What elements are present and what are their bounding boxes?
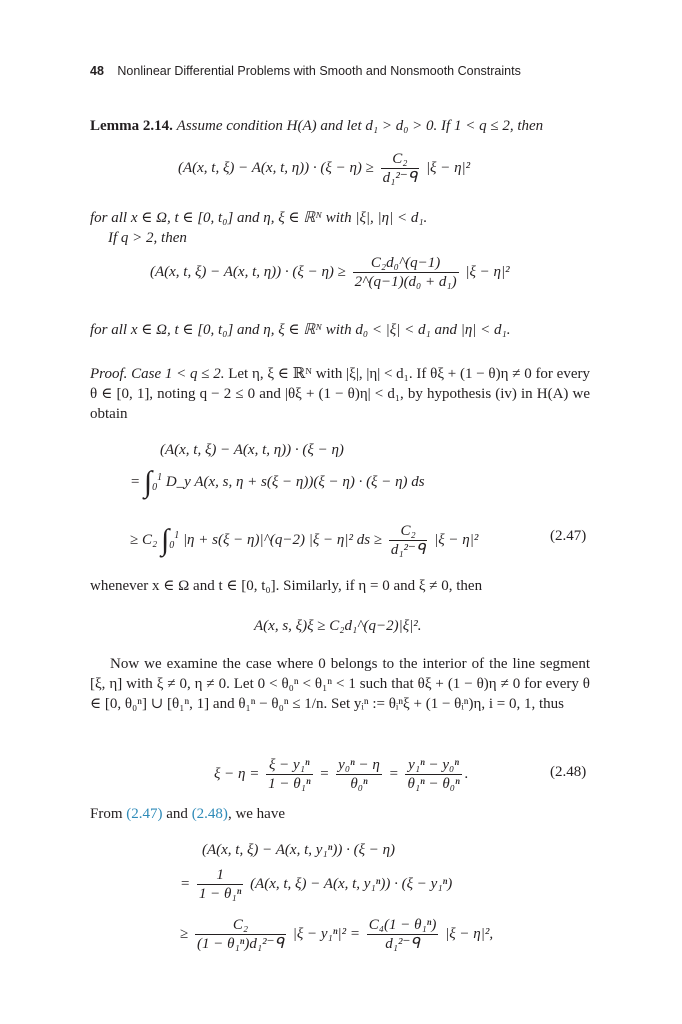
equation-3-line-2: = $\int_0^1$ D_y A(x, s, η + s(ξ − η))(ξ − η) · (ξ − η) ds [130, 465, 425, 499]
cond1-text: for all x ∈ Ω, t ∈ [0, t₀] and η, ξ ∈ ℝᴺ with |ξ|, |η| < d₁. [90, 210, 428, 226]
equation-6-line-3: ≥ $\frac{\text{C₂}}{\text{(1 − θ₁ⁿ)d₁²⁻ᑫ}}$ |ξ − y₁ⁿ|² = $\frac{\text{C₄(1 − θ₁ⁿ)}}{\text{d₁²⁻ᑫ}}$ |ξ − η|², [180, 917, 494, 952]
equation-2 [150, 254, 510, 291]
eq3-line2: D_y A(x, s, η + s(ξ − η))(ξ − η) · (ξ − η) ds [165, 474, 425, 490]
running-header [90, 64, 521, 78]
case2-text: If q > 2, then [108, 230, 187, 246]
eq3-rhs: |ξ − η|² [434, 531, 479, 548]
eq6-f1-num: 1 [197, 866, 243, 885]
eq6-rhs: |ξ − η|², [445, 925, 494, 942]
eq3-denominator: d₁²⁻ᑫ [390, 542, 426, 558]
proof-paragraph-4 [90, 804, 590, 824]
eq6-f1-den: 1 − θ₁ⁿ [198, 886, 242, 902]
proof-paragraph-3 [90, 654, 590, 714]
eq6-f2-num: C₂ [195, 916, 286, 935]
eq6-mid: |ξ − y₁ⁿ|² = [292, 925, 360, 942]
lemma-statement [90, 116, 590, 136]
proof-label: Proof. [90, 366, 128, 382]
eq5-f2-den: θ₀ⁿ [350, 776, 368, 792]
eq6-fraction-2 [195, 916, 286, 953]
eq2-lhs: (A(x, t, ξ) − A(x, t, η)) · (ξ − η) ≥ [150, 263, 346, 280]
eq6-fraction-1 [197, 866, 243, 903]
eq1-fraction [381, 150, 420, 187]
eq6-fraction-3 [367, 916, 439, 953]
eq6-line2: (A(x, t, ξ) − A(x, t, y₁ⁿ)) · (ξ − y₁ⁿ) [250, 875, 453, 892]
eq3-fraction [389, 522, 428, 559]
para4-post: , we have [227, 806, 285, 822]
eq6-f2-den: (1 − θ₁ⁿ)d₁²⁻ᑫ [196, 936, 284, 952]
eq5-fraction-1 [266, 756, 312, 793]
eq2-fraction [353, 254, 459, 291]
proof-para1: Let η, ξ ∈ ℝᴺ with |ξ|, |η| < d₁. If θξ + (1 − θ)η ≠ 0 for every θ ∈ [0, 1], noting q − 2 ≤ 0 and |θξ + (1 − θ)η| < d₁, by hypothesis (iv) in H(A) we obtain [90, 366, 590, 422]
eq3-line3: |η + s(ξ − η)|^(q−2) |ξ − η|² ds ≥ [182, 531, 383, 548]
ref-2-48-link[interactable]: (2.48) [191, 806, 228, 822]
equation-4 [254, 616, 422, 636]
eq1-numerator: C₂ [381, 150, 420, 169]
eq1-rhs: |ξ − η|² [425, 159, 471, 176]
lemma-text: Assume condition H(A) and let d₁ > d₀ > 0. If 1 < q ≤ 2, then [176, 118, 544, 134]
lemma-condition-2 [90, 320, 590, 340]
equation-3-line-1 [160, 440, 344, 460]
proof-paragraph-1 [90, 364, 590, 424]
eq5-f1-num: ξ − y₁ⁿ [266, 756, 312, 775]
eq6-f3-num: C₄(1 − θ₁ⁿ) [368, 917, 437, 933]
equation-6-line-1 [202, 840, 395, 860]
eq2-denominator: 2^(q−1)(d₀ + d₁) [354, 274, 457, 290]
equation-3-line-3: ≥ C₂ $\int_0^1$ |η + s(ξ − η)|^(q−2) |ξ − η|² ds ≥ $\frac{\text{C₂}}{\text{d₁²⁻ᑫ}}$ |ξ − η|² [130, 523, 479, 558]
eq5-f3-num: y₁ⁿ − y₀ⁿ [405, 756, 461, 775]
proof-case-label: Case 1 < q ≤ 2. [131, 366, 225, 382]
equation-number-2-47: (2.47) [550, 528, 587, 544]
eq3-c2: C₂ [141, 531, 158, 548]
para4-and: and [166, 806, 188, 822]
equation-5: ξ − η = $\frac{\text{ξ − y₁ⁿ}}{\text{1 − θ₁ⁿ}}$ = $\frac{\text{y₀ⁿ − η}}{\text{θ₀ⁿ}}$ = $\frac{\text{y₁ⁿ − y₀ⁿ}}{\text{θ₁ⁿ − θ₀ⁿ}}$ . [214, 757, 469, 792]
eq2-numerator: C₂d₀^(q−1) [353, 254, 459, 273]
para4-pre: From [90, 806, 123, 822]
eq5-fraction-2 [336, 756, 382, 793]
proof-para2: whenever x ∈ Ω and t ∈ [0, t₀]. Similarly, if η = 0 and ξ ≠ 0, then [90, 578, 483, 594]
page-number: 48 [90, 64, 104, 78]
eq3-line1: (A(x, t, ξ) − A(x, t, η)) · (ξ − η) [160, 442, 344, 458]
eq1-denominator: d₁²⁻ᑫ [382, 170, 418, 186]
eq6-line1: (A(x, t, ξ) − A(x, t, y₁ⁿ)) · (ξ − η) [202, 842, 396, 858]
running-title: Nonlinear Differential Problems with Smooth and Nonsmooth Constraints [117, 64, 521, 78]
equation-1 [178, 150, 470, 187]
eq5-fraction-3 [405, 756, 461, 793]
equation-6-line-2: = $\frac{1}{\text{1 − θ₁ⁿ}}$ (A(x, t, ξ) − A(x, t, y₁ⁿ)) · (ξ − y₁ⁿ) [180, 867, 453, 902]
equation-number-2-48: (2.48) [550, 764, 587, 780]
eq5-f2-num: y₀ⁿ − η [338, 757, 380, 773]
eq3-numerator: C₂ [389, 522, 428, 541]
lemma-label: Lemma 2.14. [90, 118, 173, 134]
eq5-f3-den: θ₁ⁿ − θ₀ⁿ [407, 776, 460, 792]
eq5-lhs: ξ − η = [214, 765, 260, 782]
proof-paragraph-2 [90, 576, 590, 596]
eq6-f3-den: d₁²⁻ᑫ [385, 936, 420, 952]
eq2-rhs: |ξ − η|² [465, 263, 510, 280]
cond2-text: for all x ∈ Ω, t ∈ [0, t₀] and η, ξ ∈ ℝᴺ with d₀ < |ξ| < d₁ and |η| < d₁. [90, 322, 511, 338]
eq4: A(x, s, ξ)ξ ≥ C₂d₁^(q−2)|ξ|². [254, 618, 422, 634]
proof-para3: Now we examine the case where 0 belongs to the interior of the line segment [ξ, η] with ξ ≠ 0, η ≠ 0. Let 0 < θ₀ⁿ < θ₁ⁿ < 1 such that θξ + (1 − θ)η ≠ 0 for every θ ∈ [0, θ₀ⁿ] ∪ [θ₁ⁿ, 1] and θ₁ⁿ − θ₀ⁿ ≤ 1/n. Set yᵢⁿ := θᵢⁿξ + (1 − θᵢⁿ)η, i = 0, 1, thus [90, 656, 590, 712]
eq5-f1-den: 1 − θ₁ⁿ [268, 776, 311, 792]
eq1-lhs: (A(x, t, ξ) − A(x, t, η)) · (ξ − η) ≥ [178, 159, 374, 176]
lemma-condition-1 [90, 208, 590, 248]
ref-2-47-link[interactable]: (2.47) [126, 806, 163, 822]
